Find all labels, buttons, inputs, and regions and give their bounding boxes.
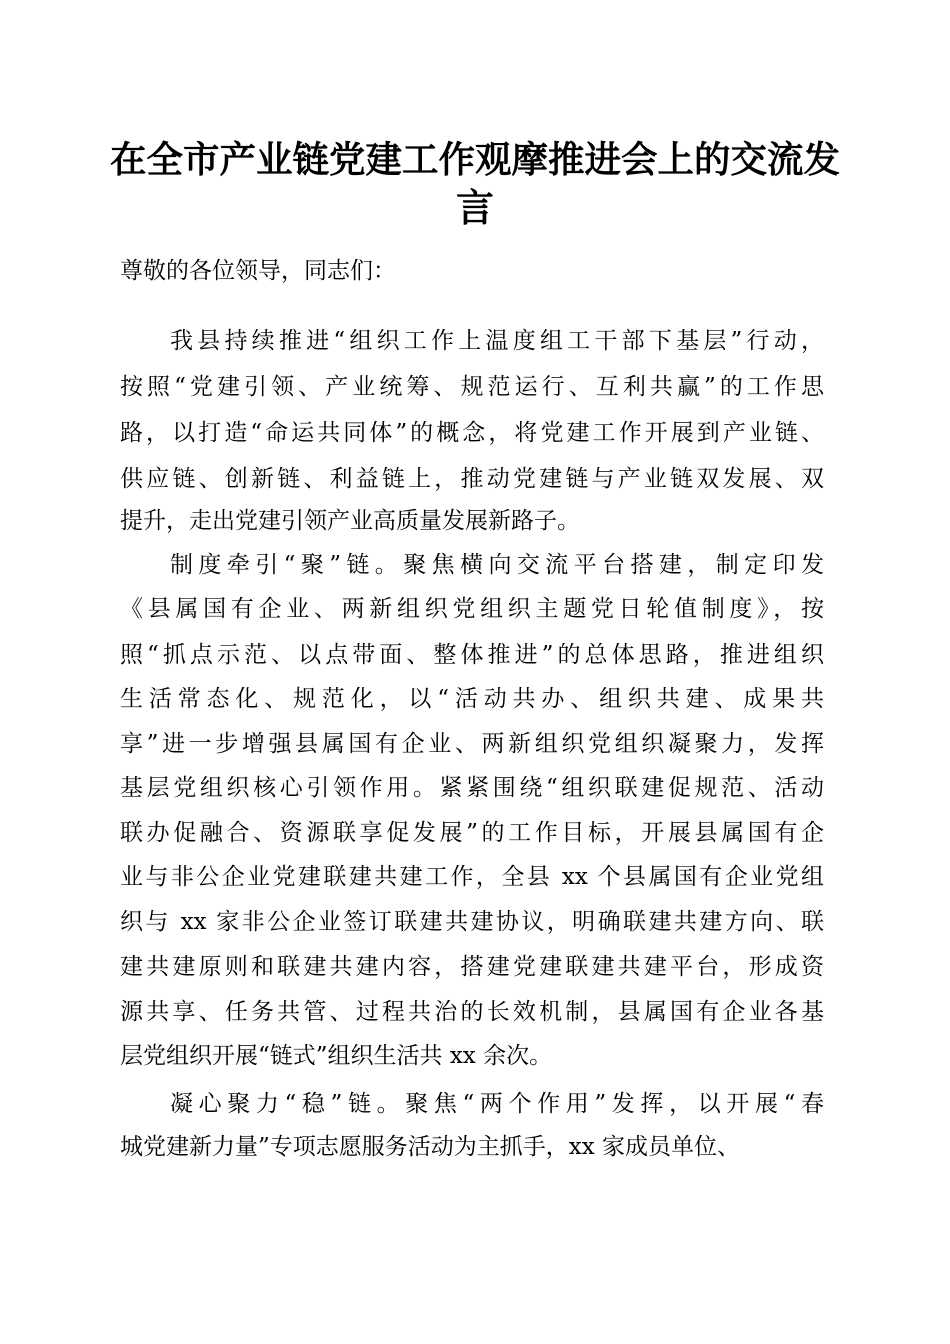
paragraph-2-line-7: 联办促融合、资源联享促发展”的工作目标，开展县属国有企 <box>120 820 824 846</box>
paragraph-2-line-5: 享”进一步增强县属国有企业、两新组织党组织凝聚力，发挥 <box>120 731 824 757</box>
paragraph-2-line-11: 源共享、任务共管、过程共治的长效机制，县属国有企业各基 <box>120 999 824 1025</box>
paragraph-2-line-10: 建共建原则和联建共建内容，搭建党建联建共建平台，形成资 <box>120 954 824 980</box>
paragraph-2-line-3: 照“抓点示范、以点带面、整体推进”的总体思路，推进组织 <box>120 642 824 668</box>
paragraph-2-line-2: 《县属国有企业、两新组织党组织主题党日轮值制度》，按 <box>120 596 824 622</box>
salutation: 尊敬的各位领导，同志们： <box>120 258 396 284</box>
paragraph-1-line-4: 供应链、创新链、利益链上，推动党建链与产业链双发展、双 <box>120 466 824 492</box>
document-title-line-2: 言 <box>455 185 494 230</box>
paragraph-2-line-6: 基层党组织核心引领作用。紧紧围绕“组织联建促规范、活动 <box>120 775 824 801</box>
document-title-line-1: 在全市产业链党建工作观摩推进会上的交流发 <box>110 138 840 181</box>
paragraph-1-line-3: 路，以打造“命运共同体”的概念，将党建工作开展到产业链、 <box>120 420 824 446</box>
paragraph-1-line-2: 按照“党建引领、产业统筹、规范运行、互利共赢”的工作思 <box>120 374 824 400</box>
paragraph-1-line-1: 我县持续推进“组织工作上温度组工干部下基层”行动， <box>170 328 824 354</box>
paragraph-1-line-5: 提升，走出党建引领产业高质量发展新路子。 <box>120 508 580 534</box>
paragraph-2-line-4: 生活常态化、规范化，以“活动共办、组织共建、成果共 <box>120 686 824 712</box>
paragraph-2-line-12: 层党组织开展“链式”组织生活共 xx 余次。 <box>120 1043 553 1069</box>
paragraph-3-line-1: 凝心聚力“稳”链。聚焦“两个作用”发挥，以开展“春 <box>170 1091 824 1117</box>
paragraph-3-line-2: 城党建新力量”专项志愿服务活动为主抓手，xx 家成员单位、 <box>120 1134 741 1160</box>
paragraph-2-line-8: 业与非公企业党建联建共建工作，全县 xx 个县属国有企业党组 <box>120 864 824 890</box>
paragraph-2-line-1: 制度牵引“聚”链。聚焦横向交流平台搭建，制定印发 <box>170 552 824 578</box>
paragraph-2-line-9: 织与 xx 家非公企业签订联建共建协议，明确联建共建方向、联 <box>120 909 824 935</box>
